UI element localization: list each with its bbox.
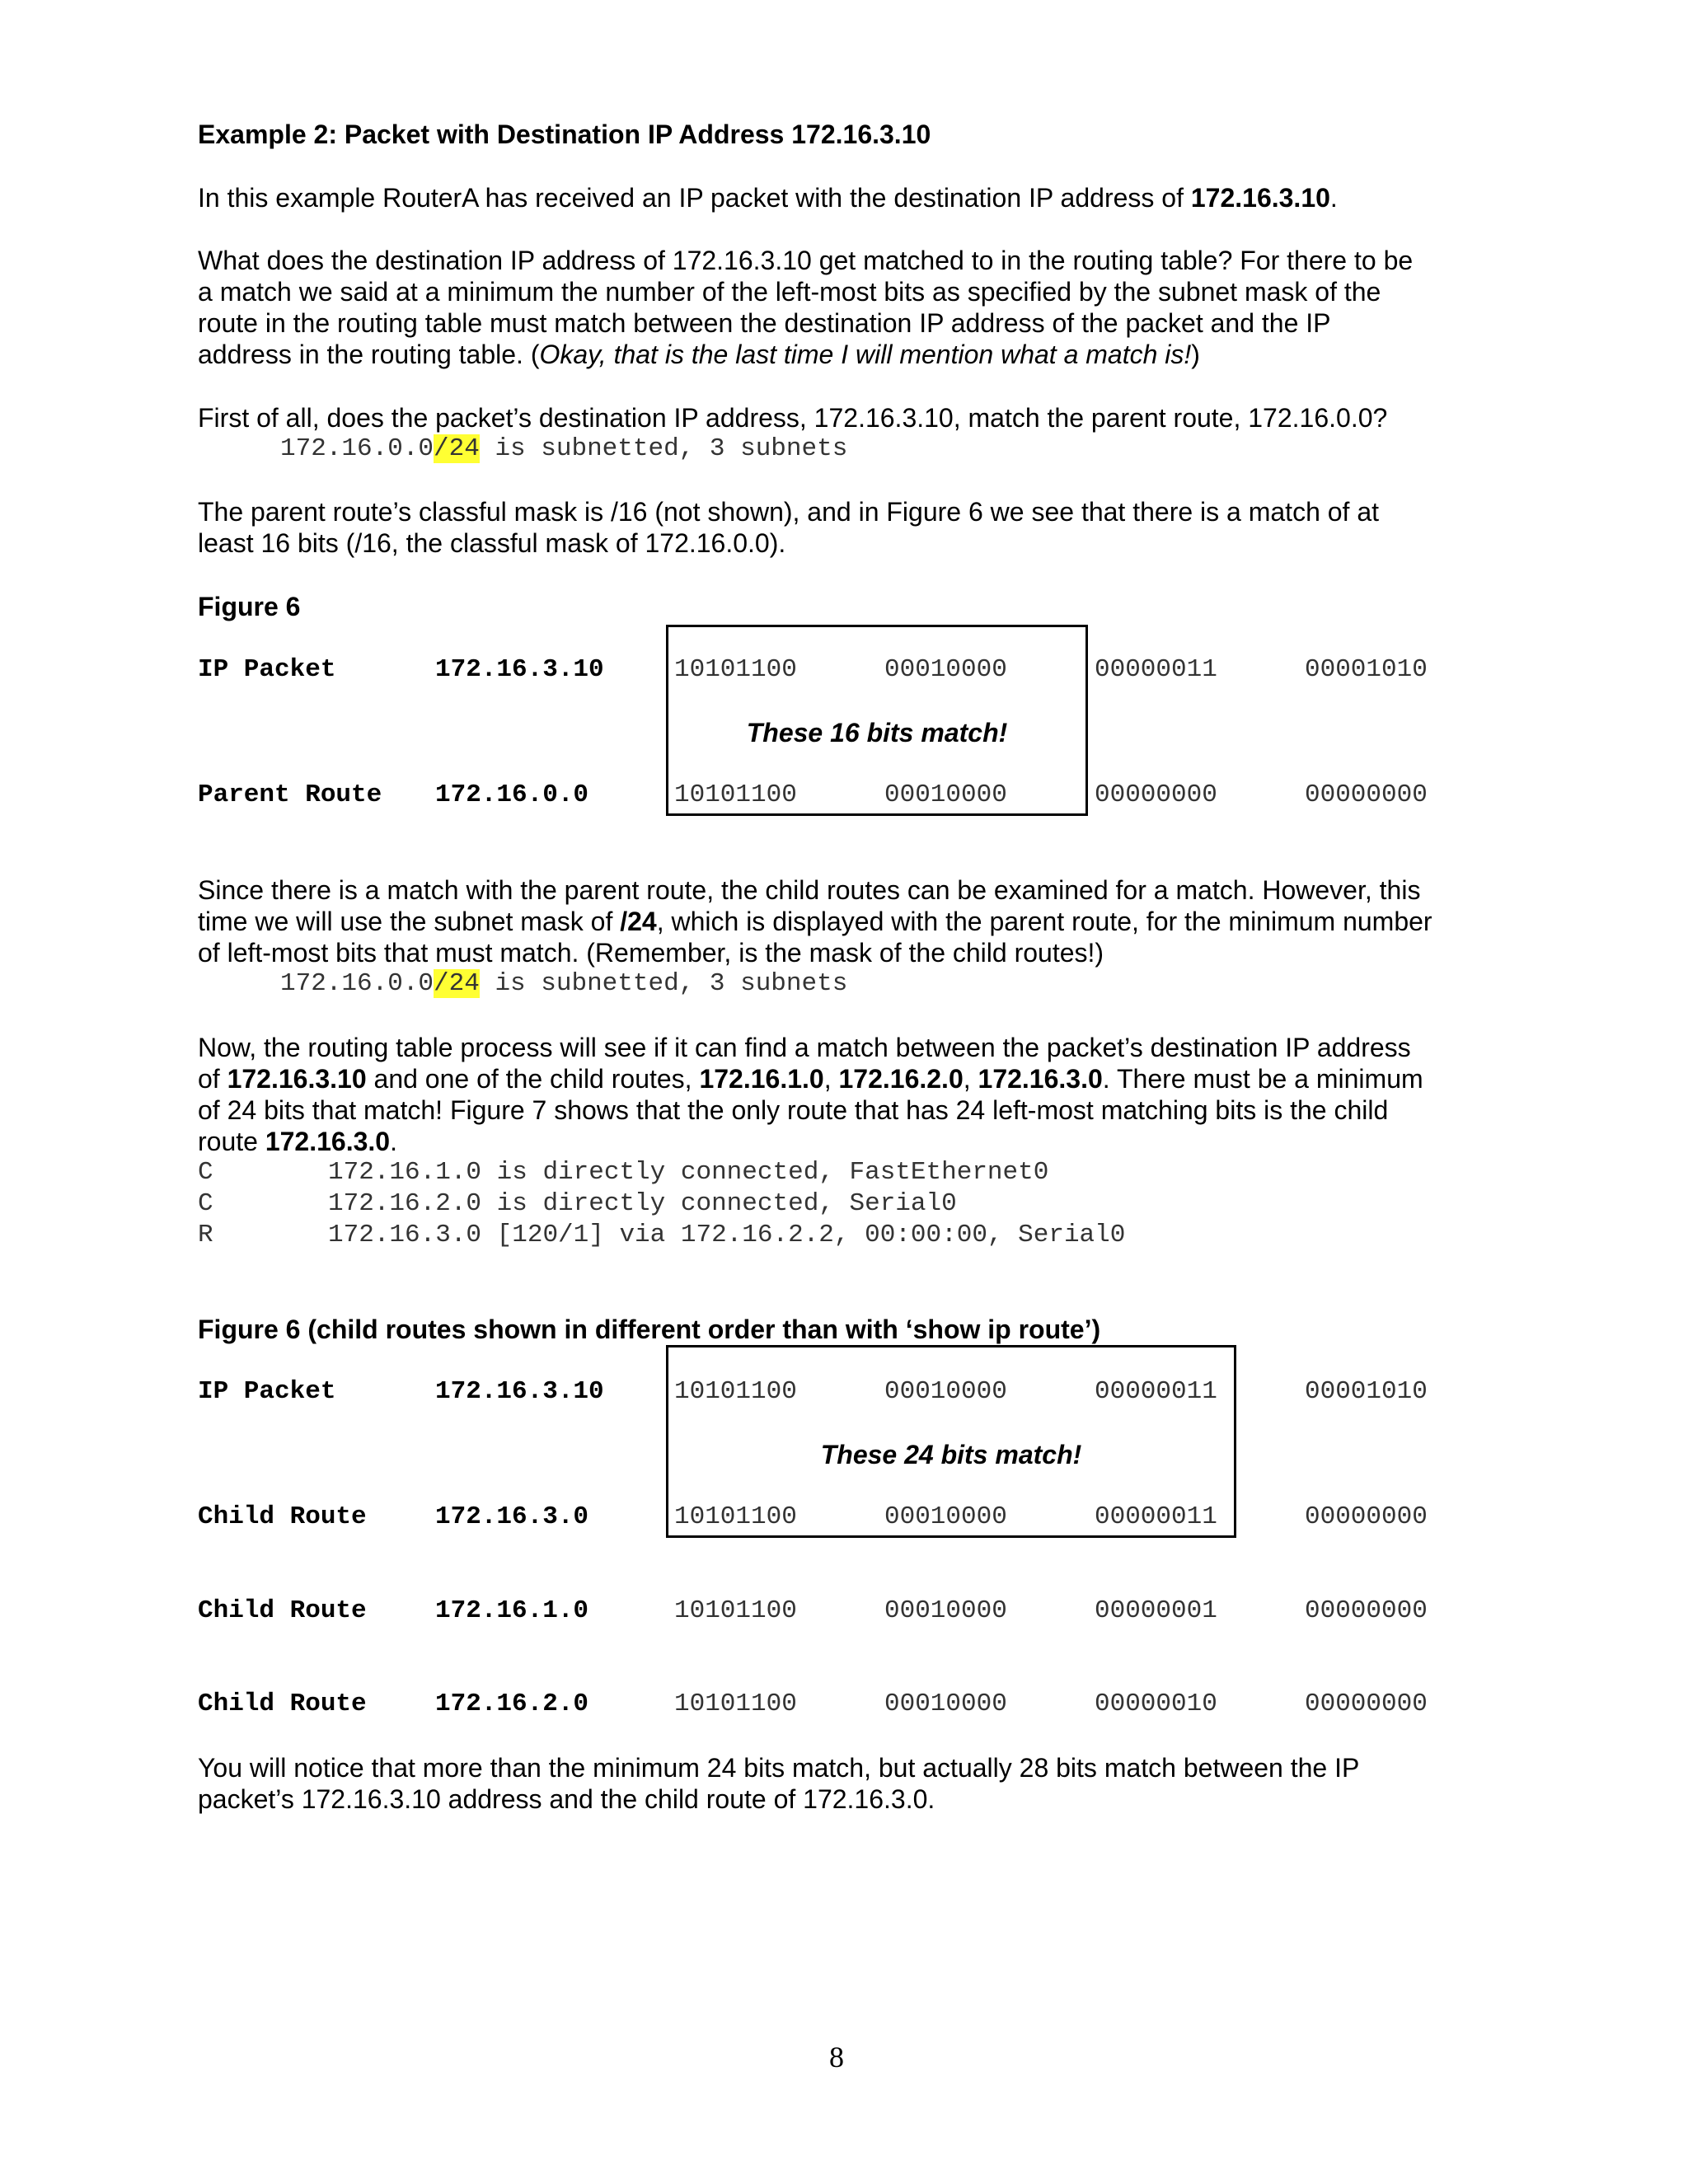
- bits-octet-4: 00000000: [1305, 1690, 1428, 1718]
- bits-octet-1: 10101100: [674, 1596, 797, 1625]
- child-routes-line-3: of left-most bits that must match. (Remember, is the mask of the child routes!): [198, 938, 1104, 968]
- bits-octet-3: 00000010: [1095, 1690, 1217, 1718]
- child-match-route: 172.16.3.0: [978, 1064, 1103, 1094]
- bits-octet-4: 00001010: [1305, 655, 1428, 684]
- bits-octet-3: 00000011: [1095, 655, 1217, 684]
- page-number: 8: [829, 2041, 844, 2074]
- figure-1-row-label: Parent Route: [198, 780, 382, 809]
- route-entry: 172.16.2.0 is directly connected, Serial0: [328, 1189, 957, 1218]
- child-match-text: of: [198, 1064, 227, 1094]
- figure-1-match-label: These 16 bits match!: [746, 718, 1008, 748]
- route-prefix: 172.16.0.0: [280, 969, 434, 998]
- figure-2-row-label: Child Route: [198, 1502, 367, 1531]
- figure-2-row-addr: 172.16.1.0: [435, 1596, 589, 1625]
- figure-2-match-label: These 24 bits match!: [820, 1440, 1082, 1469]
- figure-2-row-label: Child Route: [198, 1690, 367, 1718]
- child-match-text: and one of the child routes,: [366, 1064, 700, 1094]
- route-code: R: [198, 1221, 213, 1249]
- bits-octet-2: 00010000: [884, 655, 1007, 684]
- bits-octet-1: 10101100: [674, 780, 797, 809]
- route-code: C: [198, 1189, 213, 1218]
- child-match-line-4: [198, 1126, 397, 1157]
- child-match-line-1: Now, the routing table process will see if it can find a match between the packet’s destination IP address: [198, 1033, 1411, 1062]
- bits-octet-2: 00010000: [884, 1596, 1007, 1625]
- figure-1-title: Figure 6: [198, 592, 301, 621]
- match-paragraph-line-3: route in the routing table must match between the destination IP address of the packet and the IP: [198, 308, 1331, 338]
- classful-line-2: least 16 bits (/16, the classful mask of 172.16.0.0).: [198, 528, 786, 558]
- child-match-route: 172.16.2.0: [838, 1064, 964, 1094]
- child-routes-line-1: Since there is a match with the parent route, the child routes can be examined for a match. However, this: [198, 875, 1421, 905]
- bits-octet-4: 00001010: [1305, 1377, 1428, 1406]
- match-line4-start: address in the routing table. (: [198, 340, 540, 369]
- figure-2-title: Figure 6 (child routes shown in different order than with ‘show ip route’): [198, 1315, 1101, 1344]
- child-routes-line-2: [198, 906, 1432, 937]
- intro-paragraph: [198, 182, 1338, 213]
- child-line2-end: , which is displayed with the parent route, for the minimum number: [656, 907, 1432, 936]
- child-match-ip: 172.16.3.10: [227, 1064, 367, 1094]
- match-paragraph-line-2: a match we said at a minimum the number of the left-most bits as specified by the subnet mask of the: [198, 277, 1381, 307]
- child-match-line-2: [198, 1063, 1423, 1094]
- child-line2-mask: /24: [620, 907, 657, 936]
- parent-question: First of all, does the packet’s destination IP address, 172.16.3.10, match the parent route, 172.16.0.0?: [198, 403, 1388, 433]
- child-line2-start: time we will use the subnet mask of: [198, 907, 621, 936]
- bits-octet-4: 00000000: [1305, 780, 1428, 809]
- subnetted-route-line-1: [280, 434, 847, 465]
- route-suffix: is subnetted, 3 subnets: [479, 434, 848, 463]
- section-heading: Example 2: Packet with Destination IP Address 172.16.3.10: [198, 120, 931, 149]
- route-prefix: 172.16.0.0: [280, 434, 434, 463]
- bits-octet-1: 10101100: [674, 1502, 797, 1531]
- child-match-text: ,: [963, 1064, 978, 1094]
- bits-octet-1: 10101100: [674, 655, 797, 684]
- child-match-text: .: [390, 1127, 397, 1156]
- match-paragraph-line-1: What does the destination IP address of 172.16.3.10 get matched to in the routing table? For there to be: [198, 246, 1414, 275]
- bits-octet-2: 00010000: [884, 1502, 1007, 1531]
- bits-octet-3: 00000000: [1095, 780, 1217, 809]
- child-match-text: route: [198, 1127, 265, 1156]
- intro-end: .: [1329, 183, 1338, 213]
- route-code: C: [198, 1158, 213, 1187]
- conclusion-line-2: packet’s 172.16.3.10 address and the child route of 172.16.3.0.: [198, 1784, 935, 1814]
- bits-octet-1: 10101100: [674, 1377, 797, 1406]
- bits-octet-4: 00000000: [1305, 1596, 1428, 1625]
- bits-octet-2: 00010000: [884, 780, 1007, 809]
- bits-octet-3: 00000001: [1095, 1596, 1217, 1625]
- child-match-text: . There must be a minimum: [1102, 1064, 1423, 1094]
- route-entry: 172.16.3.0 [120/1] via 172.16.2.2, 00:00:00, Serial0: [328, 1221, 1126, 1249]
- match-line4-italic: Okay, that is the last time I will mention what a match is!: [539, 340, 1192, 369]
- figure-1-row-addr: 172.16.0.0: [435, 780, 589, 809]
- child-match-route: 172.16.1.0: [699, 1064, 824, 1094]
- bits-octet-2: 00010000: [884, 1690, 1007, 1718]
- bits-octet-2: 00010000: [884, 1377, 1007, 1406]
- figure-1-row-addr: 172.16.3.10: [435, 655, 604, 684]
- route-mask-highlight: /24: [434, 969, 480, 998]
- bits-octet-3: 00000011: [1095, 1502, 1217, 1531]
- figure-2-row-addr: 172.16.3.0: [435, 1502, 589, 1531]
- route-suffix: is subnetted, 3 subnets: [479, 969, 848, 998]
- figure-1-row-label: IP Packet: [198, 655, 336, 684]
- child-match-text: ,: [823, 1064, 839, 1094]
- match-paragraph-line-4: [198, 339, 1200, 370]
- bits-octet-4: 00000000: [1305, 1502, 1428, 1531]
- figure-2-row-addr: 172.16.2.0: [435, 1690, 589, 1718]
- intro-text: In this example RouterA has received an IP packet with the destination IP address of: [198, 183, 1191, 213]
- child-match-route: 172.16.3.0: [265, 1127, 391, 1156]
- figure-2-row-label: IP Packet: [198, 1377, 336, 1406]
- route-mask-highlight: /24: [434, 434, 480, 463]
- subnetted-route-line-2: [280, 968, 847, 1000]
- figure-2-row-addr: 172.16.3.10: [435, 1377, 604, 1406]
- figure-2-row-label: Child Route: [198, 1596, 367, 1625]
- bits-octet-1: 10101100: [674, 1690, 797, 1718]
- route-entry: 172.16.1.0 is directly connected, FastEthernet0: [328, 1158, 1049, 1187]
- conclusion-line-1: You will notice that more than the minimum 24 bits match, but actually 28 bits match between the IP: [198, 1753, 1360, 1783]
- bits-octet-3: 00000011: [1095, 1377, 1217, 1406]
- match-line4-end: ): [1191, 340, 1200, 369]
- child-match-line-3: of 24 bits that match! Figure 7 shows that the only route that has 24 left-most matching bits is the child: [198, 1095, 1389, 1125]
- intro-ip: 172.16.3.10: [1190, 183, 1330, 213]
- classful-line-1: The parent route’s classful mask is /16 (not shown), and in Figure 6 we see that there is a match of at: [198, 497, 1380, 527]
